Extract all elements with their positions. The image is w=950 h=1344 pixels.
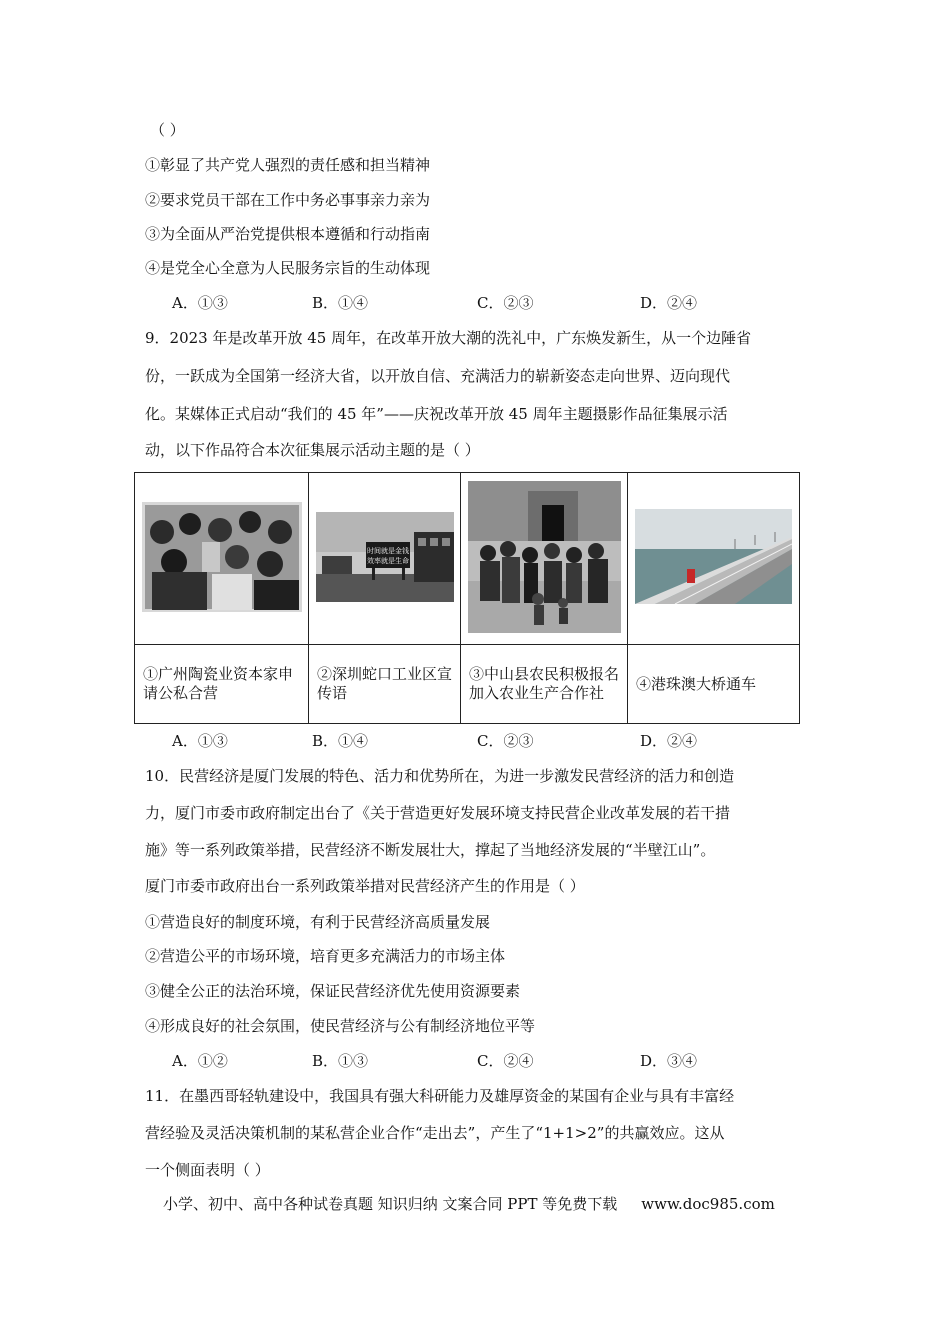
q8-item-4: ④是党全心全意为人民服务宗旨的生动体现 xyxy=(145,259,431,277)
q9-photo-table xyxy=(134,472,800,724)
photo-cell-3 xyxy=(461,473,628,645)
q8-option-b[interactable]: B．①④ xyxy=(312,294,369,312)
page-footer xyxy=(163,1193,775,1214)
q10-option-b[interactable]: B．①③ xyxy=(312,1052,369,1070)
q10-item-2: ②营造公平的市场环境，培育更多充满活力的市场主体 xyxy=(145,947,506,965)
q8-item-2: ②要求党员干部在工作中务必事事亲力亲为 xyxy=(145,191,431,209)
q9-option-a[interactable]: A．①③ xyxy=(172,732,228,750)
q9-option-d[interactable]: D．②④ xyxy=(640,732,698,750)
q8-options xyxy=(172,292,792,312)
q9-options xyxy=(172,730,792,750)
q9-stem-line-1: 9．2023 年是改革开放 45 周年，在改革开放大潮的洗礼中，广东焕发新生，从一个边陲省 xyxy=(145,329,752,347)
q10-option-c[interactable]: C．②④ xyxy=(477,1052,534,1070)
footer-url[interactable]: www.doc985.com xyxy=(641,1195,775,1213)
q9-stem-line-4: 动，以下作品符合本次征集展示活动主题的是（ ） xyxy=(145,441,480,459)
q8-item-1: ①彰显了共产党人强烈的责任感和担当精神 xyxy=(145,156,431,174)
caption-1: ①广州陶瓷业资本家申请公私合营 xyxy=(135,645,309,724)
q10-item-4: ④形成良好的社会氛围，使民营经济与公有制经济地位平等 xyxy=(145,1017,536,1035)
sign-text-line-1: 时间就是金钱 xyxy=(366,546,409,555)
q10-option-d[interactable]: D．③④ xyxy=(640,1052,698,1070)
q10-option-a[interactable]: A．①② xyxy=(172,1052,228,1070)
q11-stem-line-3: 一个侧面表明（ ） xyxy=(145,1161,270,1179)
q10-stem-line-3: 施》等一系列政策举措，民营经济不断发展壮大，撑起了当地经济发展的“半壁江山”。 xyxy=(145,841,716,859)
q8-option-c[interactable]: C．②③ xyxy=(477,294,534,312)
q11-stem-line-2: 营经验及灵活决策机制的某私营企业合作“走出去”，产生了“1+1>2”的共赢效应。这从 xyxy=(145,1124,725,1142)
q8-option-d[interactable]: D．②④ xyxy=(640,294,698,312)
q10-options xyxy=(172,1050,792,1070)
sign-text-line-2: 效率就是生命 xyxy=(366,556,409,565)
q9-stem-line-3: 化。某媒体正式启动“我们的 45 年”——庆祝改革开放 45 周年主题摄影作品征集展示活 xyxy=(145,405,728,423)
photo-zhongshan-farmers xyxy=(468,481,621,633)
q11-stem-line-1: 11．在墨西哥轻轨建设中，我国具有强大科研能力及雄厚资金的某国有企业与具有丰富经 xyxy=(145,1087,735,1105)
q8-option-a[interactable]: A．①③ xyxy=(172,294,228,312)
q8-answer-bracket: （ ） xyxy=(150,121,185,139)
q8-item-3: ③为全面从严治党提供根本遵循和行动指南 xyxy=(145,225,431,243)
photo-cell-4 xyxy=(628,473,800,645)
photo-ceramics-capitalists xyxy=(142,502,302,612)
caption-4: ④港珠澳大桥通车 xyxy=(628,645,800,724)
q9-option-b[interactable]: B．①④ xyxy=(312,732,369,750)
q10-item-1: ①营造良好的制度环境，有利于民营经济高质量发展 xyxy=(145,913,491,931)
caption-3: ③中山县农民积极报名加入农业生产合作社 xyxy=(461,645,628,724)
photo-cell-1 xyxy=(135,473,309,645)
q10-stem-line-2: 力，厦门市委市政府制定出台了《关于营造更好发展环境支持民营企业改革发展的若干措 xyxy=(145,804,731,822)
q10-stem-line-4: 厦门市委市政府出台一系列政策举措对民营经济产生的作用是（ ） xyxy=(145,877,585,895)
q9-stem-line-2: 份，一跃成为全国第一经济大省，以开放自信、充满活力的崭新姿态走向世界、迈向现代 xyxy=(145,367,731,385)
caption-2: ②深圳蛇口工业区宣传语 xyxy=(309,645,461,724)
photo-cell-2 xyxy=(309,473,461,645)
footer-text: 小学、初中、高中各种试卷真题 知识归纳 文案合同 PPT 等免费下载 xyxy=(163,1195,618,1213)
q9-option-c[interactable]: C．②③ xyxy=(477,732,534,750)
photo-shekou-slogan-sign xyxy=(316,512,454,602)
photo-hzmb-bridge xyxy=(635,509,792,604)
q10-stem-line-1: 10．民营经济是厦门发展的特色、活力和优势所在，为进一步激发民营经济的活力和创造 xyxy=(145,767,735,785)
q10-item-3: ③健全公正的法治环境，保证民营经济优先使用资源要素 xyxy=(145,982,521,1000)
